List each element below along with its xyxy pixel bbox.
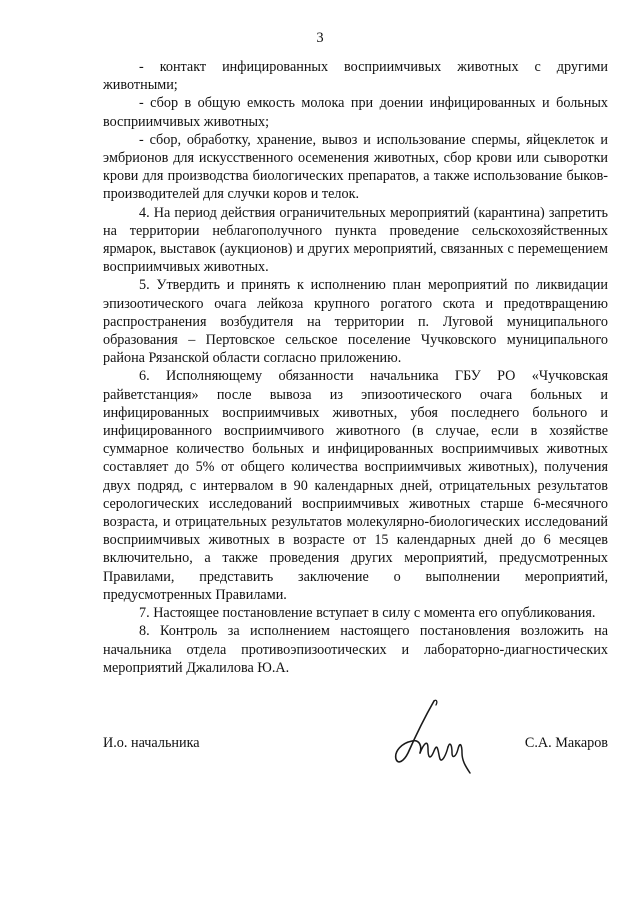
signature-block bbox=[103, 735, 608, 759]
paragraph-ban-contact: - контакт инфицированных восприимчивых животных с другими животными; bbox=[103, 59, 608, 94]
signatory-name: С.А. Макаров bbox=[524, 735, 608, 751]
paragraph-item-4: 4. На период действия ограничительных мероприятий (карантина) запретить на территории неблагополучного пункта проведение сельскохозяйственных ярмарок, выставок (аукционов) и других мероприятий, связанных с перемещением восприимчивых животных. bbox=[103, 204, 608, 276]
page-number: 3 bbox=[316, 30, 324, 46]
paragraph-item-6: 6. Исполняющему обязанности начальника ГБУ РО «Чучковская райветстанция» после вывоза из эпизоотического очага больных и инфицированных восприимчивых животных, убоя последнего больного и инфицированного восприимчивого животного (в случае, если в хозяйстве суммарное количество больных и инфицированных восприимчивых животных составляет до 5% от общего количества восприимчивых животных), получения двух подряд, с интервалом в 90 календарных дней, отрицательных результатов серологических исследований восприимчивых животных старше 6-месячного возраста, и отрицательных результатов молекулярно-биологических исследований восприимчивых животных в возрасте от 15 календарных дней до 6 месяцев включительно, а также проведения других мероприятий, предусмотренных Правилами, представить заключение о выполнении мероприятий, предусмотренных Правилами. bbox=[103, 368, 608, 603]
paragraph-item-5: 5. Утвердить и принять к исполнению план мероприятий по ликвидации эпизоотического очага лейкоза крупного рогатого скота и предотвращению распространения возбудителя на территории п. Луговой муниципального образования – Пертовское сельское поселение Чучковского муниципального района Рязанской области согласно приложению. bbox=[103, 277, 608, 367]
paragraph-ban-milk: - сбор в общую емкость молока при доении инфицированных и больных восприимчивых животных; bbox=[103, 95, 608, 130]
document-body bbox=[103, 58, 608, 677]
paragraph-item-7: 7. Настоящее постановление вступает в силу с момента его опубликования. bbox=[139, 605, 596, 622]
paragraph-ban-semen: - сбор, обработку, хранение, вывоз и использование спермы, яйцеклеток и эмбрионов для искусственного осеменения животных, сбор крови или сыворотки крови для производства биологических препаратов, а также использование быков-производителей для случки коров и телок. bbox=[103, 131, 608, 203]
paragraph-item-8: 8. Контроль за исполнением настоящего постановления возложить на начальника отдела противоэпизоотических и лабораторно-диагностических мероприятий Джалилова Ю.А. bbox=[103, 623, 608, 676]
signatory-title: И.о. начальника bbox=[103, 735, 200, 751]
handwritten-signature bbox=[386, 695, 476, 775]
